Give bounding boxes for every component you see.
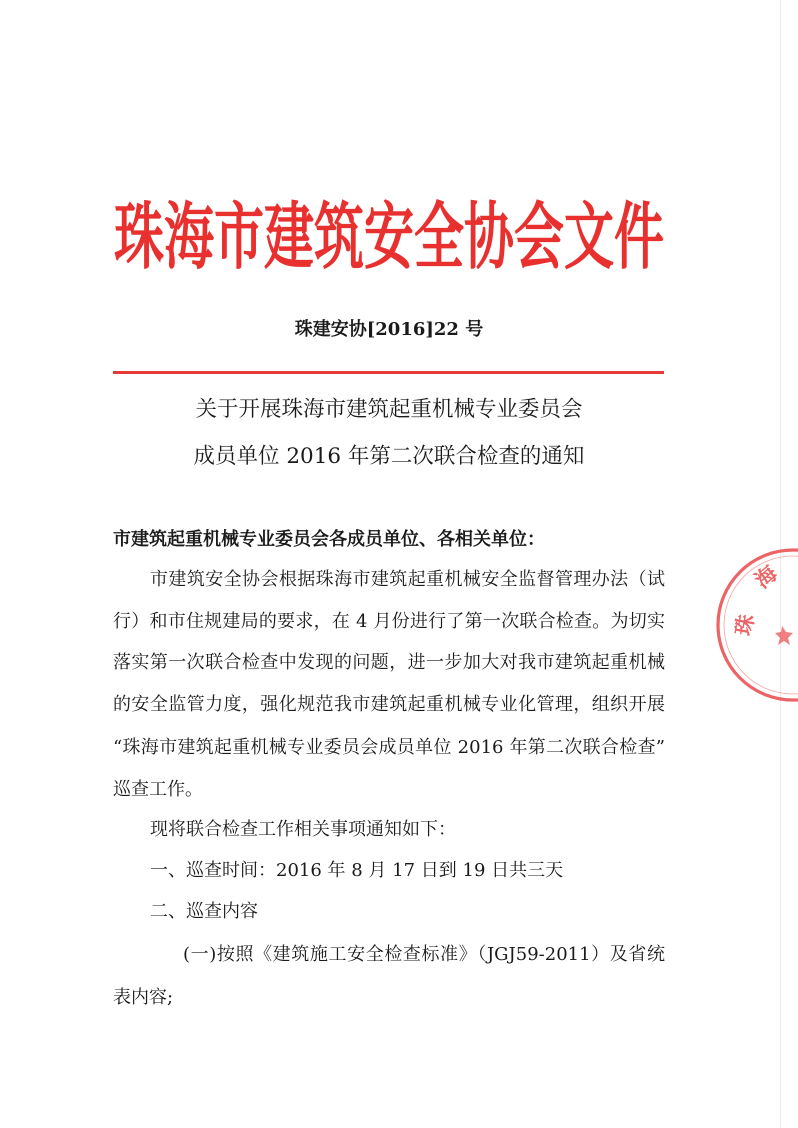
salutation: 市建筑起重机械专业委员会各成员单位、各相关单位： bbox=[113, 529, 545, 550]
inspection-content-item-1: (一)按照《建筑施工安全检查标准》（JGJ59-2011）及省统 bbox=[183, 944, 665, 965]
letterhead-title: 珠海市建筑安全协会文件 bbox=[114, 193, 664, 280]
notice-title-line-1: 关于开展珠海市建筑起重机械专业委员会 bbox=[195, 397, 583, 422]
body-line-11: 表内容; bbox=[113, 987, 174, 1008]
inspection-content-heading: 二、巡查内容 bbox=[150, 901, 258, 922]
inspection-time-item: 一、巡查时间：2016 年 8 月 17 日到 19 日共三天 bbox=[150, 860, 564, 881]
notice-title-line-2: 成员单位 2016 年第二次联合检查的通知 bbox=[193, 444, 585, 469]
body-line-3: 落实第一次联合检查中发现的问题，进一步加大对我市建筑起重机械 bbox=[113, 652, 665, 673]
official-seal-stamp bbox=[700, 540, 798, 710]
seal-char-1: 珠 bbox=[730, 612, 759, 638]
seal-star-fragment bbox=[775, 626, 793, 645]
body-line-6: 巡查工作。 bbox=[113, 779, 203, 800]
document-number: 珠建安协[2016]22 号 bbox=[294, 319, 484, 340]
red-divider-line bbox=[113, 371, 664, 374]
seal-char-2: 海 bbox=[749, 560, 782, 593]
body-line-7: 现将联合检查工作相关事项通知如下： bbox=[150, 819, 456, 840]
body-line-1: 市建筑安全协会根据珠海市建筑起重机械安全监督管理办法（试 bbox=[150, 569, 665, 590]
body-line-4: 的安全监管力度，强化规范我市建筑起重机械专业化管理，组织开展 bbox=[113, 694, 665, 715]
body-line-2: 行）和市住规建局的要求，在 4 月份进行了第一次联合检查。为切实 bbox=[113, 611, 665, 632]
body-line-5: “珠海市建筑起重机械专业委员会成员单位 2016 年第二次联合检查” bbox=[113, 737, 665, 758]
